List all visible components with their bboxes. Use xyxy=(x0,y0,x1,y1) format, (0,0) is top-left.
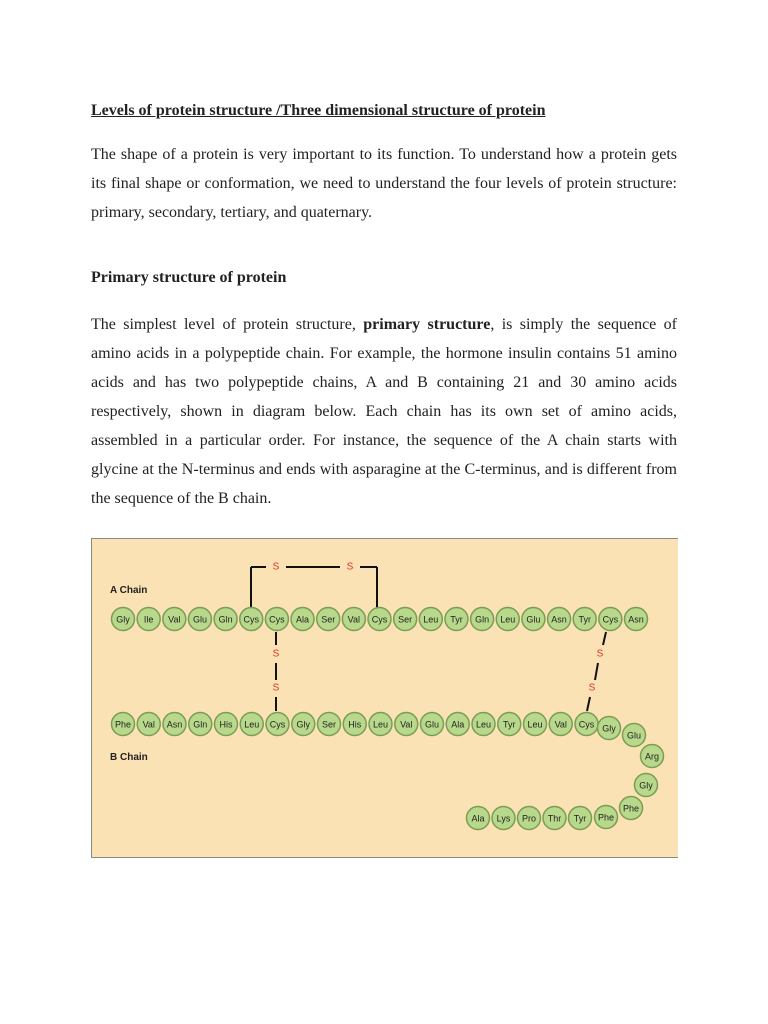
primary-structure-term: primary structure xyxy=(363,316,491,333)
amino-acid-label: Gly xyxy=(116,614,130,625)
a-chain-residue-16 xyxy=(496,608,519,631)
b-chain-residue-18 xyxy=(549,713,572,736)
b-chain-residue-21 xyxy=(623,724,646,747)
b-chain-residue-9 xyxy=(318,713,341,736)
b-chain-residue-30 xyxy=(467,807,490,830)
sulfur-label: S xyxy=(272,648,280,660)
b-chain-residue-28 xyxy=(518,807,541,830)
amino-acid-label: Ser xyxy=(321,719,337,730)
b-chain-residue-4 xyxy=(189,713,212,736)
amino-acid-label: Ala xyxy=(471,813,485,824)
a-chain-residue-3 xyxy=(163,608,186,631)
amino-acid-label: Cys xyxy=(602,614,619,625)
b-chain-residue-6 xyxy=(240,713,263,736)
sulfur-label: S xyxy=(596,648,604,660)
b-chain-residue-8 xyxy=(292,713,315,736)
b-chain-residue-22 xyxy=(641,745,664,768)
b-chain-residue-23 xyxy=(635,774,658,797)
amino-acid-label: Lys xyxy=(496,813,511,824)
amino-acid-label: Pro xyxy=(521,813,537,824)
b-chain-residue-27 xyxy=(543,807,566,830)
amino-acid-label: Phe xyxy=(114,719,132,730)
b-chain-residue-14 xyxy=(446,713,469,736)
page-title: Levels of protein structure /Three dimensional structure of protein xyxy=(91,102,546,119)
amino-acid-label: Cys xyxy=(371,614,388,625)
b-chain-residue-10 xyxy=(343,713,366,736)
b-chain-residue-25 xyxy=(595,806,618,829)
a-chain-residue-2 xyxy=(137,608,160,631)
a-chain-residue-21 xyxy=(625,608,648,631)
b-chain-residue-26 xyxy=(569,807,592,830)
amino-acid-label: Phe xyxy=(597,812,615,823)
a-chain-residue-17 xyxy=(522,608,545,631)
amino-acid-label: Tyr xyxy=(578,614,591,625)
a-chain-residue-4 xyxy=(188,608,211,631)
amino-acid-label: Val xyxy=(168,614,181,625)
sulfur-label: S xyxy=(272,682,280,694)
amino-acid-label: Cys xyxy=(578,719,595,730)
intro-paragraph: The shape of a protein is very important to its function. To understand how a protein gets its final shape or conformation, we need to understand the four levels of protein structure: primary, secondary, tertiary, and quaternary. xyxy=(91,146,677,221)
amino-acid-label: Gly xyxy=(296,719,310,730)
insulin-primary-structure-diagram xyxy=(91,538,678,858)
a-chain-residue-13 xyxy=(419,608,442,631)
primary-structure-paragraph xyxy=(91,310,677,513)
insulin-chain-svg xyxy=(92,539,679,859)
a-chain-residue-11 xyxy=(368,608,391,631)
amino-acid-label: Phe xyxy=(622,803,640,814)
a-chain-label: A Chain xyxy=(110,585,148,596)
amino-acid-label: Asn xyxy=(628,614,644,625)
amino-acid-label: Arg xyxy=(644,751,660,762)
amino-acid-label: Leu xyxy=(527,719,543,730)
amino-acid-label: Glu xyxy=(526,614,541,625)
b-chain-residue-16 xyxy=(498,713,521,736)
amino-acid-label: Gln xyxy=(193,719,208,730)
a-chain-residue-8 xyxy=(291,608,314,631)
a-chain-residue-10 xyxy=(342,608,365,631)
amino-acid-label: His xyxy=(219,719,233,730)
amino-acid-label: Leu xyxy=(475,719,492,730)
a-chain-residue-20 xyxy=(599,608,622,631)
amino-acid-label: Asn xyxy=(166,719,183,730)
amino-acid-label: Cys xyxy=(243,614,259,625)
amino-acid-label: Glu xyxy=(424,719,440,730)
b-chain-residue-1 xyxy=(112,713,135,736)
b-chain-residue-24 xyxy=(620,797,643,820)
b-chain-residue-5 xyxy=(215,713,238,736)
b-chain-residue-12 xyxy=(395,713,418,736)
inter-bond-2-middle xyxy=(595,663,598,680)
b-chain-residue-15 xyxy=(472,713,495,736)
a-chain-residue-12 xyxy=(394,608,417,631)
b-chain-residue-20 xyxy=(598,717,621,740)
primary-text-start: The simplest level of protein structure, xyxy=(91,316,364,333)
sulfur-label: S xyxy=(346,561,354,573)
amino-acid-label: Ile xyxy=(143,614,154,625)
b-chain-residue-17 xyxy=(524,713,547,736)
amino-acid-label: Val xyxy=(347,614,361,625)
amino-acid-label: Leu xyxy=(244,719,260,730)
amino-acid-label: Ser xyxy=(321,614,336,625)
b-chain-residue-11 xyxy=(369,713,392,736)
amino-acid-label: Val xyxy=(142,719,155,730)
a-chain-residue-19 xyxy=(573,608,596,631)
sulfur-label: S xyxy=(272,561,280,573)
amino-acid-label: Val xyxy=(400,719,413,730)
section-heading-primary-structure: Primary structure of protein xyxy=(91,269,287,286)
b-chain-residue-13 xyxy=(421,713,444,736)
a-chain-residue-15 xyxy=(471,608,494,631)
a-chain-residue-1 xyxy=(112,608,135,631)
inter-bond-2-upper xyxy=(603,632,606,645)
amino-acid-label: Gln xyxy=(475,614,490,625)
amino-acid-label: Tyr xyxy=(450,614,463,625)
b-chain-residue-29 xyxy=(492,807,515,830)
amino-acid-label: Cys xyxy=(269,719,286,730)
amino-acid-label: Tyr xyxy=(573,813,587,824)
amino-acid-label: Leu xyxy=(372,719,389,730)
amino-acid-label: Tyr xyxy=(503,719,516,730)
a-chain-residue-9 xyxy=(317,608,340,631)
amino-acid-label: Val xyxy=(554,719,567,730)
b-chain-residue-2 xyxy=(137,713,160,736)
amino-acid-label: His xyxy=(348,719,362,730)
primary-text-rest: , is simply the sequence of amino acids in a polypeptide chain. For example, the hormone insulin contains 51 amino acids and has two polypeptide chains, A and B containing 21 and 30 amino acids respectively, shown in diagram below. Each chain has its own set of amino acids, assembled in a particular order. For instance, the sequence of the A chain starts with glycine at the N-terminus and ends with asparagine at the C-terminus, and is different from the sequence of the B chain. xyxy=(91,316,677,507)
b-chain-label: B Chain xyxy=(110,752,148,763)
amino-acid-label: Cys xyxy=(269,614,285,625)
inter-bond-2-lower xyxy=(587,697,590,711)
amino-acid-label: Leu xyxy=(500,614,516,625)
amino-acid-label: Leu xyxy=(423,614,439,625)
amino-acid-label: Gln xyxy=(218,614,233,625)
amino-acid-label: Thr xyxy=(547,813,562,824)
amino-acid-label: Asn xyxy=(551,614,567,625)
a-chain-residue-14 xyxy=(445,608,468,631)
amino-acid-label: Ala xyxy=(296,614,310,625)
amino-acid-label: Ala xyxy=(451,719,465,730)
b-chain-residue-7 xyxy=(266,713,289,736)
amino-acid-label: Ser xyxy=(398,614,413,625)
amino-acid-label: Glu xyxy=(626,730,642,741)
b-chain-residue-19 xyxy=(575,713,598,736)
sulfur-label: S xyxy=(588,682,596,694)
a-chain-residue-5 xyxy=(214,608,237,631)
b-chain-residue-3 xyxy=(163,713,186,736)
a-chain-residue-7 xyxy=(265,608,288,631)
a-chain-residue-6 xyxy=(240,608,263,631)
amino-acid-label: Gly xyxy=(639,780,653,791)
a-chain-residue-18 xyxy=(548,608,571,631)
amino-acid-label: Glu xyxy=(192,614,207,625)
amino-acid-label: Gly xyxy=(602,723,616,734)
